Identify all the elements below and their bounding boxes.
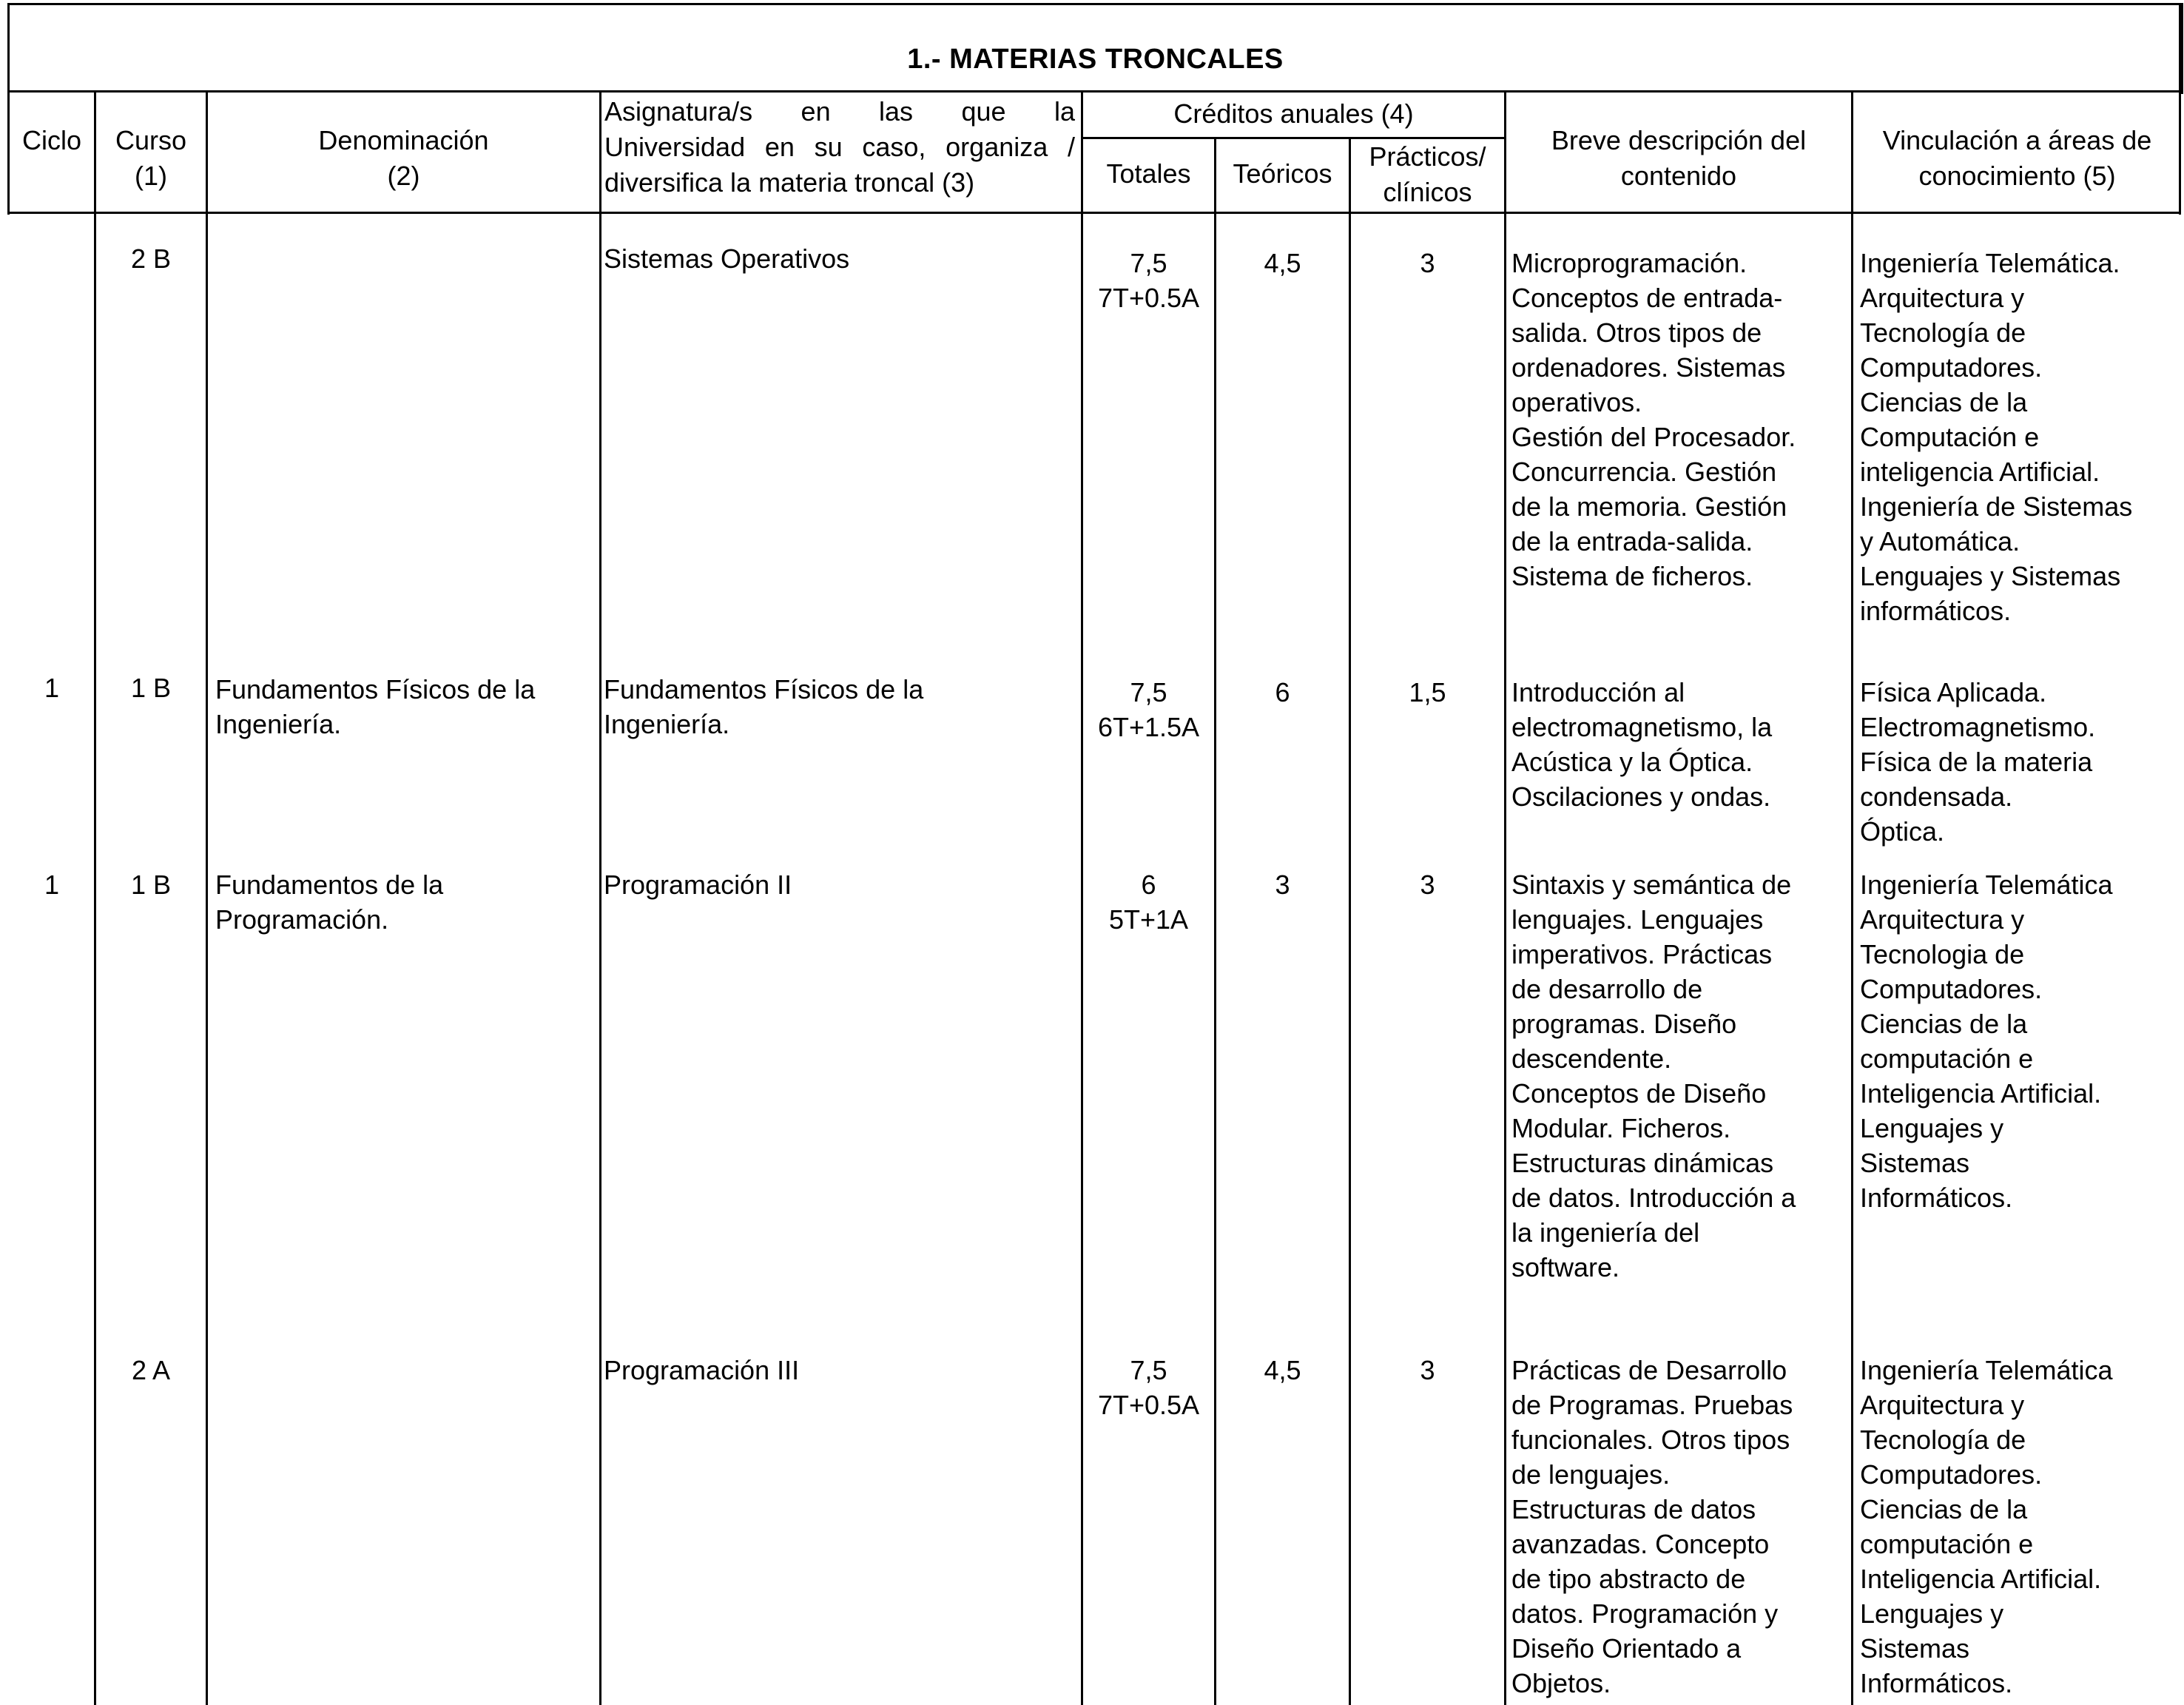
row4-teoricos: 4,5 — [1264, 1355, 1301, 1385]
row2-denominacion: Fundamentos Físicos de la Ingeniería. — [215, 674, 536, 739]
row1-totales: 7,5 7T+0.5A — [1097, 248, 1200, 313]
row1-vinculacion: Ingeniería Telemática. Arquitectura y Tecnología de Computadores. Ciencias de la Computación e inteligencia Artificial. Ingeniería de Sistemas y Automática. Lenguajes y Sistemas informáticos. — [1860, 248, 2133, 626]
col-rule-totales — [1214, 138, 1216, 1705]
row3-curso: 1 B — [130, 870, 172, 900]
row3-vinculacion: Ingeniería Telemática Arquitectura y Tecnologia de Computadores. Ciencias de la computación e Inteligencia Artificial. Lenguajes y Sistemas Informáticos. — [1860, 870, 2113, 1213]
row4-practicos: 3 — [1420, 1355, 1435, 1385]
col-rule-curso — [206, 90, 208, 1705]
row3-asignatura: Programación II — [604, 870, 792, 900]
row4-vinculacion: Ingeniería Telemática Arquitectura y Tecnología de Computadores. Ciencias de la computación e Inteligencia Artificial. Lenguajes y Sistemas Informáticos. — [1860, 1355, 2113, 1698]
row3-denominacion: Fundamentos de la Programación. — [215, 870, 444, 935]
row1-asignatura: Sistemas Operativos — [604, 243, 850, 274]
table-title: 1.- MATERIAS TRONCALES — [907, 44, 1284, 75]
header-totales: Totales — [1106, 158, 1191, 189]
col-rule-teoricos — [1349, 138, 1351, 1705]
row1-curso: 2 B — [130, 243, 172, 274]
row2-practicos: 1,5 — [1409, 677, 1446, 707]
row2-asignatura: Fundamentos Físicos de la Ingeniería. — [604, 674, 924, 739]
header-vinculacion: Vinculación a áreas de conocimiento (5) — [1882, 125, 2152, 191]
header-bottom-rule — [7, 212, 2181, 214]
header-asignatura: Asignatura/s en las que la Universidad en su caso, organiza / diversifica la materia troncal (3) — [604, 96, 1075, 198]
row3-descripcion: Sintaxis y semántica de lenguajes. Lenguajes imperativos. Prácticas de desarrollo de programas. Diseño descendente. Conceptos de Diseño Modular. Ficheros. Estructuras dinámicas de datos. Introducción a la ingeniería del software. — [1511, 870, 1796, 1282]
header-top-rule — [7, 90, 2181, 93]
row4-asignatura: Programación III — [604, 1355, 800, 1385]
header-practicos: Prácticos/ clínicos — [1369, 141, 1486, 207]
col-rule-descripcion — [1851, 90, 1853, 1705]
row1-practicos: 3 — [1420, 248, 1435, 278]
row1-teoricos: 4,5 — [1264, 248, 1301, 278]
row2-teoricos: 6 — [1275, 677, 1290, 707]
row2-ciclo: 1 — [44, 673, 60, 703]
col-rule-creditos — [1504, 90, 1506, 1705]
title-box — [7, 3, 2183, 94]
row3-practicos: 3 — [1420, 870, 1435, 900]
left-border-header — [7, 3, 10, 215]
col-rule-denominacion — [599, 90, 601, 1705]
row4-curso: 2 A — [131, 1355, 171, 1385]
row2-vinculacion: Física Aplicada. Electromagnetismo. Física de la materia condensada. Óptica. — [1860, 677, 2096, 847]
row4-descripcion: Prácticas de Desarrollo de Programas. Pruebas funcionales. Otros tipos de lenguajes. Estructuras de datos avanzadas. Concepto de tipo abstracto de datos. Programación y Diseño Orientado a Objetos. — [1511, 1355, 1793, 1698]
header-teoricos: Teóricos — [1233, 158, 1332, 189]
row3-teoricos: 3 — [1275, 870, 1290, 900]
row3-ciclo: 1 — [44, 870, 60, 900]
header-creditos-anuales: Créditos anuales (4) — [1173, 98, 1414, 129]
header-ciclo: Ciclo — [21, 125, 81, 155]
row3-totales: 6 5T+1A — [1108, 870, 1189, 935]
header-denominacion: Denominación (2) — [318, 125, 489, 191]
row1-descripcion: Microprogramación. Conceptos de entrada- salida. Otros tipos de ordenadores. Sistemas operativos. Gestión del Procesador. Concurrencia. Gestión de la memoria. Gestión de la entrada-salida. Sistema de ficheros. — [1511, 248, 1796, 591]
row4-totales: 7,5 7T+0.5A — [1097, 1355, 1200, 1420]
header-descripcion: Breve descripción del contenido — [1551, 125, 1807, 191]
header-curso: Curso (1) — [115, 125, 187, 191]
row2-curso: 1 B — [130, 673, 172, 703]
row2-descripcion: Introducción al electromagnetismo, la Acústica y la Óptica. Oscilaciones y ondas. — [1511, 677, 1773, 812]
row2-totales: 7,5 6T+1.5A — [1097, 677, 1200, 742]
